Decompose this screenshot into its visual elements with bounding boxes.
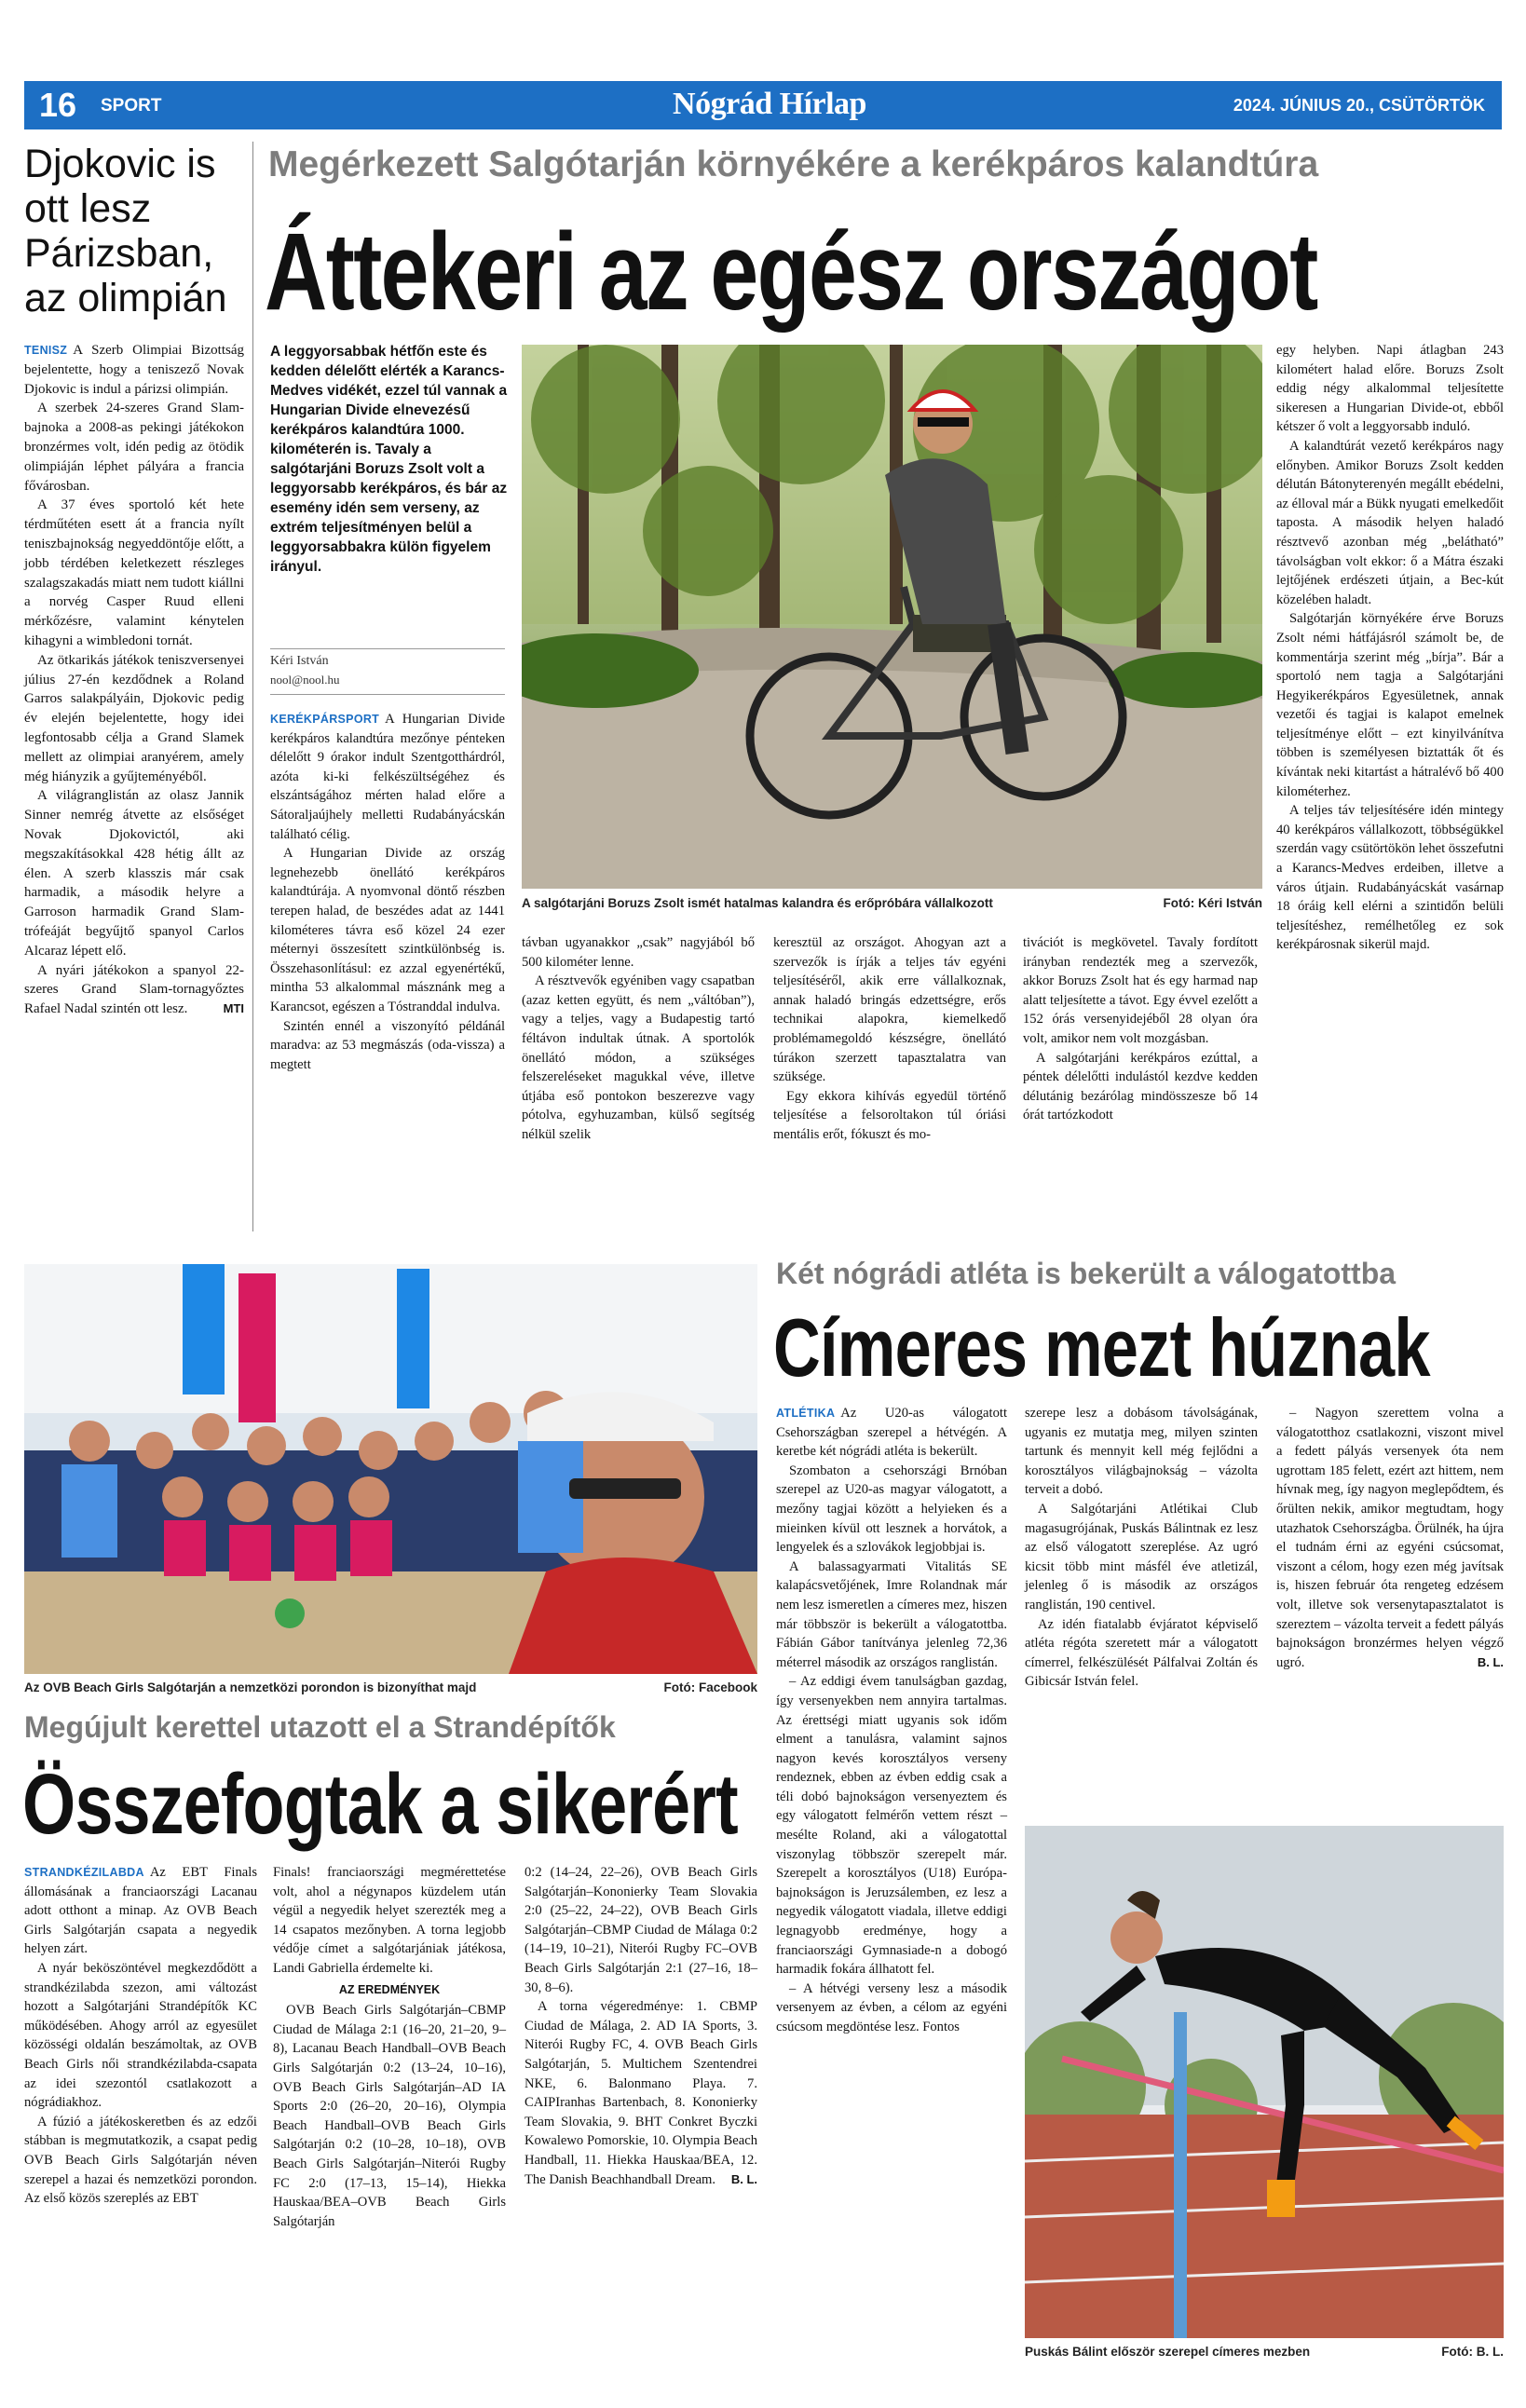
djokovic-signature: MTI	[223, 1001, 244, 1016]
athletics-col-2: szerepe lesz a dobásom távolságának, ugyanis ez mutatja meg, milyen szinten tartunk és mennyit kell még fejlődni a korosztályos világbajnokság – vázolta terveit a dobó. A Salgótarjáni Atlétikai Club magasugrójának, Puskás Bálintnak ez lesz az első válogatott szereplése. Az ugró kicsit több mint másfél éve atletizál, jelenleg ő is második az országos ranglistán, 190 centivel. Az idén fiatalabb évjáratot képviselő atléta régóta szeretett már a válogatott címerrel, felkészülését Pálfalvai Zoltán és Gibicsár István felel.	[1025, 1406, 1258, 1690]
athletics-kicker: ATLÉTIKA	[776, 1407, 836, 1420]
djokovic-kicker: TENISZ	[24, 344, 68, 357]
main-col-3: keresztül az országot. Ahogyan azt a szervezők is írják a teljes táv egyéni teljesítéséről, akik erre vállalkoznak, annak haladó bringás edzettségre, erős technikai alapokra, kiemelkedő problémamegoldó készségre, önellátó túrákon szerzett tapasztalatra van szüksége. Egy ekkora kihívás egyedül történő teljesítése a felsoroltakon túl óriási mentális erőt, fókuszt és mo-	[773, 935, 1006, 1142]
high-jump-photo-credit: Fotó: B. L.	[1441, 2345, 1504, 2359]
beach-team-photo-graphic	[24, 1264, 757, 1674]
main-kicker: KERÉKPÁRSPORT	[270, 713, 380, 726]
beach-photo-credit: Fotó: Facebook	[663, 1680, 757, 1694]
athletics-col-1: ATLÉTIKA Az U20-as válogatott Csehországban szerepel a hétvégén. A keretbe két nógrádi atléta is bekerült. Szombaton a csehországi Brnóban szerepel az U20-as magyar válogatott, a mezőny tagjai között a helyieken és a mieinken kívül ott lesznek a horvátok, a lengyelek és a szlovákok legjobbjai is. A balassagyarmati Vitalitás SE kalapácsvetőjének, Imre Rolandnak már nem lesz ismeretlen a címeres mez, hiszen már többször is bekerült a válogatottba. Fábián Gábor tanítványa jelenleg 72,36 méterrel második az országos ranglistán. – Az eddigi évem tanulságban gazdag, így versenyekben nem annyira tartalmas. Az érettségi miatt ugyanis sok időm elment a tanulásra, valamint sajnos nagyon kevés korosztályos verseny rendeznek, ebben az évben eddig csak a téli dobó bajnokságon versenyeztem és egy válogatott felmérőn vettem részt – mesélte Roland, aki a válogatottal viszonylag többször szerepelt már. Szerepelt a korosztályos (U18) Európa-bajnokságon is Jeruzsálemben, ez lesz a negyedik válogatott viadala, illetve eddigi legnagyobb eredménye, hogy a franciaországi Gymnasiade-n a dobogó harmadik fokára állhatott fel. – A hétvégi verseny lesz a második versenyem az évben, a célom az egyéni csúcsom megdöntése lesz. Fontos	[776, 1406, 1007, 2034]
main-col-2: távban ugyanakkor „csak” nagyjából bő 500 kilométer lenne. A résztvevők egyéniben vagy csapatban (azaz ketten együtt, és nem „váltóban”), vagy a teljes, vagy a Budapestig tartó féltávon indultak útnak. A sportolók önellátó módon, a szükséges felszereléseket magukkal véve, illetve útjába eső pontokon beszerezve vagy pótolva, egyhuzamban, külső segítség nélkül szelik	[522, 935, 755, 1142]
results-list: OVB Beach Girls Salgótarján–CBMP Ciudad de Málaga 2:1 (16–20, 21–20, 9–8), Lacanau Beach Handball–OVB Beach Girls Salgótarján 0:2 (13–24, 10–16), OVB Beach Girls Salgótarján–AD IA Sports 2:0 (26–20, 20–16), Olympia Beach Handball–OVB Beach Girls Salgótarján 0:2 (10–28, 10–18), OVB Beach Girls Salgótarján–Niterói Rugby FC 2:0 (17–13, 15–14), Hiekka Hauskaa/BEA–OVB Beach Girls Salgótarján	[273, 2003, 506, 2229]
cyclist-photo-graphic	[522, 345, 1262, 889]
author: Kéri István	[270, 654, 329, 668]
page-number: 16	[39, 86, 77, 124]
athletics-col-3: – Nagyon szerettem volna a válogatotthoz csatlakozni, viszont mivel a fedett pályás versenyek óta nem ugrottam 185 felett, ezért azt hittem, nem hívnak meg, így nagyon meglepődtem, és őrülten nekik, amikor megtudtam, hogy utazhatok Csehországba. Örülnék, ha újra el tudnám érni az egyéni csúcsomat, viszont a célom, hogy ezen még javítsak is, hiszen február óta rengeteg edzésem volt, illetve sok versenytapasztalatot is szereztem – vázolta terveit a fedett pályás bajnokságon bronzérmes helyen végző ugró. B. L.	[1276, 1404, 1504, 1672]
main-lead: A leggyorsabbak hétfőn este és kedden délelőtt elérték a Karancs-Medves vidékét, ezzel túl vannak a Hungarian Divide elnevezésű kerékpáros kalandtúra 1000. kilométerén is. Tavaly a salgótarjáni Boruzs Zsolt volt a leggyorsabb kerékpáros, és bár az esemény idén sem verseny, az extrém teljesítményen belül a leggyorsabbakra külön figyelem irányul.	[270, 344, 508, 575]
main-col-1: KERÉKPÁRSPORT A Hungarian Divide kerékpáros kalandtúra mezőnye pénteken délelőtt 9 órakor indult Szentgotthárdról, azóta ki-ki felkészültségéhez és elszántságához mérten halad előre a Sátoraljaújhely melletti Rudabányácskán található célig. A Hungarian Divide az ország legnehezebb önellátó kerékpáros kalandtúrája. A nyomvonal döntő részben terepen halad, de beszédes adat az 1441 kilométeres távra eső közel 24 ezer méternyi összesített szintkülönbség is. Összehasonlításul: ez azzal egyenértékű, mintha 53 alkalommal másznánk meg a Karancsot, egészen a Tóstranddal indulva. Szintén ennél a viszonyító példánál maradva: az 53 megmászás (oda-vissza) a megtett	[270, 712, 505, 1072]
djokovic-body: TENISZ A Szerb Olimpiai Bizottság bejelentette, hogy a teniszező Novak Djokovic is indul a párizsi olimpián. A szerbek 24-szeres Grand Slam-bajnoka a 2008-as pekingi játékokon bronzérmes volt, idén pedig az ötödik olimpiáján léphet pályára a francia fővárosban. A 37 éves sportoló két hete térdműtéten esett át a francia nyílt teniszbajnokság negyeddöntője előtt, a jobb térdében keletkezett részleges szalagszakadás miatt nem tudott kiállni a norvég Casper Ruud elleni mérkőzésre, valamint kénytelen kihagyni a wimbledoni tornát. Az ötkarikás játékok teniszversenyei július 27-én kezdődnek a Roland Garros salakpályáin, Djokovic pedig év elején bejelentette, hogy idei legfontosabb célja a Grand Slamek mellett az olimpiai aranyérem, amely még hiányzik a gyűjteményéből. A világranglistán az olasz Jannik Sinner nemrég átvette az elsőséget Novak Djokovictól, aki megszakításokkal 428 hétig állt az élen. A szerb klasszis már csak harmadik, a második helyre a Garroson harmadik Grand Slam-trófeáját begyűjtő spanyol Carlos Alcaraz lépett elő. A nyári játékokon a spanyol 22-szeres Grand Slam-tornagyőztes Rafael Nadal szintén ott lesz. MTI	[24, 341, 244, 1019]
beach-signature: B. L.	[730, 2171, 757, 2186]
beach-subtitle: Megújult kerettel utazott el a Strandépítők	[24, 1710, 616, 1744]
beach-kicker: STRANDKÉZILABDA	[24, 1866, 144, 1879]
athletics-signature: B. L.	[1477, 1654, 1504, 1669]
results-heading: AZ EREDMÉNYEK	[338, 1982, 441, 1996]
masthead	[639, 87, 900, 122]
beach-photo-caption: Az OVB Beach Girls Salgótarján a nemzetközi porondon is bizonyíthat majd Fotó: Facebook	[24, 1680, 757, 1694]
author-email: nool@nool.hu	[270, 673, 340, 687]
cyclist-photo-credit: Fotó: Kéri István	[1163, 896, 1262, 910]
final-standing: A torna végeredménye: 1. CBMP Ciudad de Málaga, 2. AD IA Sports, 3. Niterói Rugby FC, 4. OVB Beach Girls Salgótarján, 5. Multichem Szentendrei NKE, 6. Balonmano Playa. 7. CAIPIranhas Bartenbach, 8. Kononierky Team Slovakia, 9. BHT Conkret Byczki Kowalewo Pomorskie, 10. Olympia Beach Handball, 11. Hiekka Hauskaa/BEA, 12. The Danish Beachhandball Dream.	[525, 1999, 757, 2187]
high-jump-photo-graphic	[1025, 1826, 1504, 2338]
beach-title: Összefogtak a sikerért	[22, 1757, 738, 1852]
section-label: SPORT	[101, 96, 162, 116]
issue-date: 2024. JÚNIUS 20., CSÜTÖRTÖK	[1233, 96, 1485, 115]
cyclist-photo-caption: A salgótarjáni Boruzs Zsolt ismét hatalmas kalandra és erőpróbára vállalkozott Fotó: Kéri István	[522, 896, 1262, 910]
djokovic-title: Djokovic is ott lesz Párizsban, az olimpián	[24, 142, 227, 320]
beach-col-2: Finals! franciaországi megmérettetése volt, ahol a négynapos küzdelem után végül a negyedik helyet szerezték meg a 14 csapatos mezőnyben. A torna legjobb védője címet a salgótarjániak játékosa, Landi Gabriella érdemelte ki. AZ EREDMÉNYEK OVB Beach Girls Salgótarján–CBMP Ciudad de Málaga 2:1 (16–20, 21–20, 9–8), Lacanau Beach Handball–OVB Beach Girls Salgótarján 0:2 (13–24, 10–16), OVB Beach Girls Salgótarján–AD IA Sports 2:0 (26–20, 20–16), Olympia Beach Handball–OVB Beach Girls Salgótarján 0:2 (10–28, 10–18), OVB Beach Girls Salgótarján–Niterói Rugby FC 2:0 (17–13, 15–14), Hiekka Hauskaa/BEA–OVB Beach Girls Salgótarján	[273, 1863, 506, 2231]
high-jump-photo	[1025, 1826, 1504, 2338]
main-title: Áttekeri az egész országot	[265, 211, 1317, 333]
high-jump-photo-caption: Puskás Bálint először szerepel címeres mezben Fotó: B. L.	[1025, 2345, 1504, 2359]
main-col-4: tivációt is megkövetel. Tavaly fordított irányban rendezték meg a szervezők, akkor Boruzs Zsolt hat és egy harmad nap alatt teljesítette a távot. Egy évvel ezelőtt a 152 órás versenyidejéből 28 olyan óra volt, amikor nem volt mozgásban. A salgótarjáni kerékpáros ezúttal, a péntek délelőtti indulástól kezdve kedden délutánig bezárólag mindösszesze bő 14 órát tartózkodott	[1023, 935, 1258, 1123]
athletics-subtitle: Két nógrádi atléta is bekerült a válogatottba	[776, 1257, 1397, 1290]
cyclist-photo	[522, 345, 1262, 889]
main-col-5: egy helyben. Napi átlagban 243 kilométert halad előre. Boruzs Zsolt eddig négy alkalommal teljesítette sikeresen a Hungarian Divide-ot, ebből kétszer ő volt a leggyorsabb induló. A kalandtúrát vezető kerékpáros nagy előnyben. Amikor Boruzs Zsolt kedden délután Bátonyterenyén megállt ebédelni, az élloval már a Bükk nyugati emelkedőit taposta. A második helyen haladó résztvevő azonban még „belátható” távolságban volt ekkor: ő a Mátra északi lejtőjének erdészeti útjain, a Bec-kút közelében haladt. Salgótarján környékére érve Boruzs Zsolt némi hátfájásról számolt be, de kommentárja szerint még „bírja”. Bár a sportoló nem tagja a Salgótarjáni Hegyikerékpáros Egyesületnek, annak vezetői és tagjai is kalapot emelnek teljesítménye előtt – ezt kinyilvánítva többen is személyesen biztatták őt és kívántak neki kitartást a hátralévő bő 400 kilométerhez. A teljes táv teljesítésére idén mintegy 40 kerékpáros vállalkozott, többségükkel szerdán vagy csütörtökön lehet összefutni a Karancs-Medves erdeiben, illetve a város útjain. Rudabányácskát vasárnap 18 óráig kell elérni a szintidőn belüli teljesítéshez, remélhetőleg ez sok kerékpárosnak sikerül majd.	[1276, 343, 1504, 953]
beach-col-3: 0:2 (14–24, 22–26), OVB Beach Girls Salgótarján–Kononierky Team Slovakia 2:0 (25–22, 24–22), OVB Beach Girls Salgótarján–CBMP Ciudad de Málaga 0:2 (14–19, 10–21), Niterói Rugby FC–OVB Beach Girls Salgótarján 2:1 (27–16, 18–30, 8–6). A torna végeredménye: 1. CBMP Ciudad de Málaga, 2. AD IA Sports, 3. Niterói Rugby FC, 4. OVB Beach Girls Salgótarján, 5. Multichem Szentendrei NKE, 6. Balonmano Playa. 7. CAIPIranhas Bartenbach, 8. Kononierky Team Slovakia, 9. BHT Conkret Byczki Kowalewo Pomorskie, 10. Olympia Beach Handball, 11. Hiekka Hauskaa/BEA, 12. The Danish Beachhandball Dream. B. L.	[525, 1863, 757, 2189]
beach-team-photo	[24, 1264, 757, 1674]
column-divider	[252, 142, 253, 1231]
masthead-logo: Nógrád Hírlap	[673, 87, 866, 121]
page-header	[24, 81, 1502, 129]
beach-col-1: STRANDKÉZILABDA Az EBT Finals állomásának a franciaországi Lacanau adott otthont a minap. Az OVB Beach Girls Salgótarján csapata a negyedik helyen zárt. A nyár beköszöntével megkezdődött a strandkézilabda szezon, ami változást hozott a Salgótarjáni Strandépítők KC működésében. Ahogy arról az egyesület közösségi oldalán beszámoltak, az OVB Beach Girls női strandkézilabda-csapata az idei szezontól csatlakozott a nógrádiakhoz. A fúzió a játékoskeretben és az edzői stábban is megmutatkozik, a csapat pedig OVB Beach Girls Salgótarján néven szerepel a hazai és nemzetközi porondon. Az első közös szereplés az EBT	[24, 1865, 257, 2207]
main-subtitle: Megérkezett Salgótarján környékére a kerékpáros kalandtúra	[268, 144, 1319, 184]
athletics-title: Címeres mezt húznak	[773, 1301, 1430, 1394]
